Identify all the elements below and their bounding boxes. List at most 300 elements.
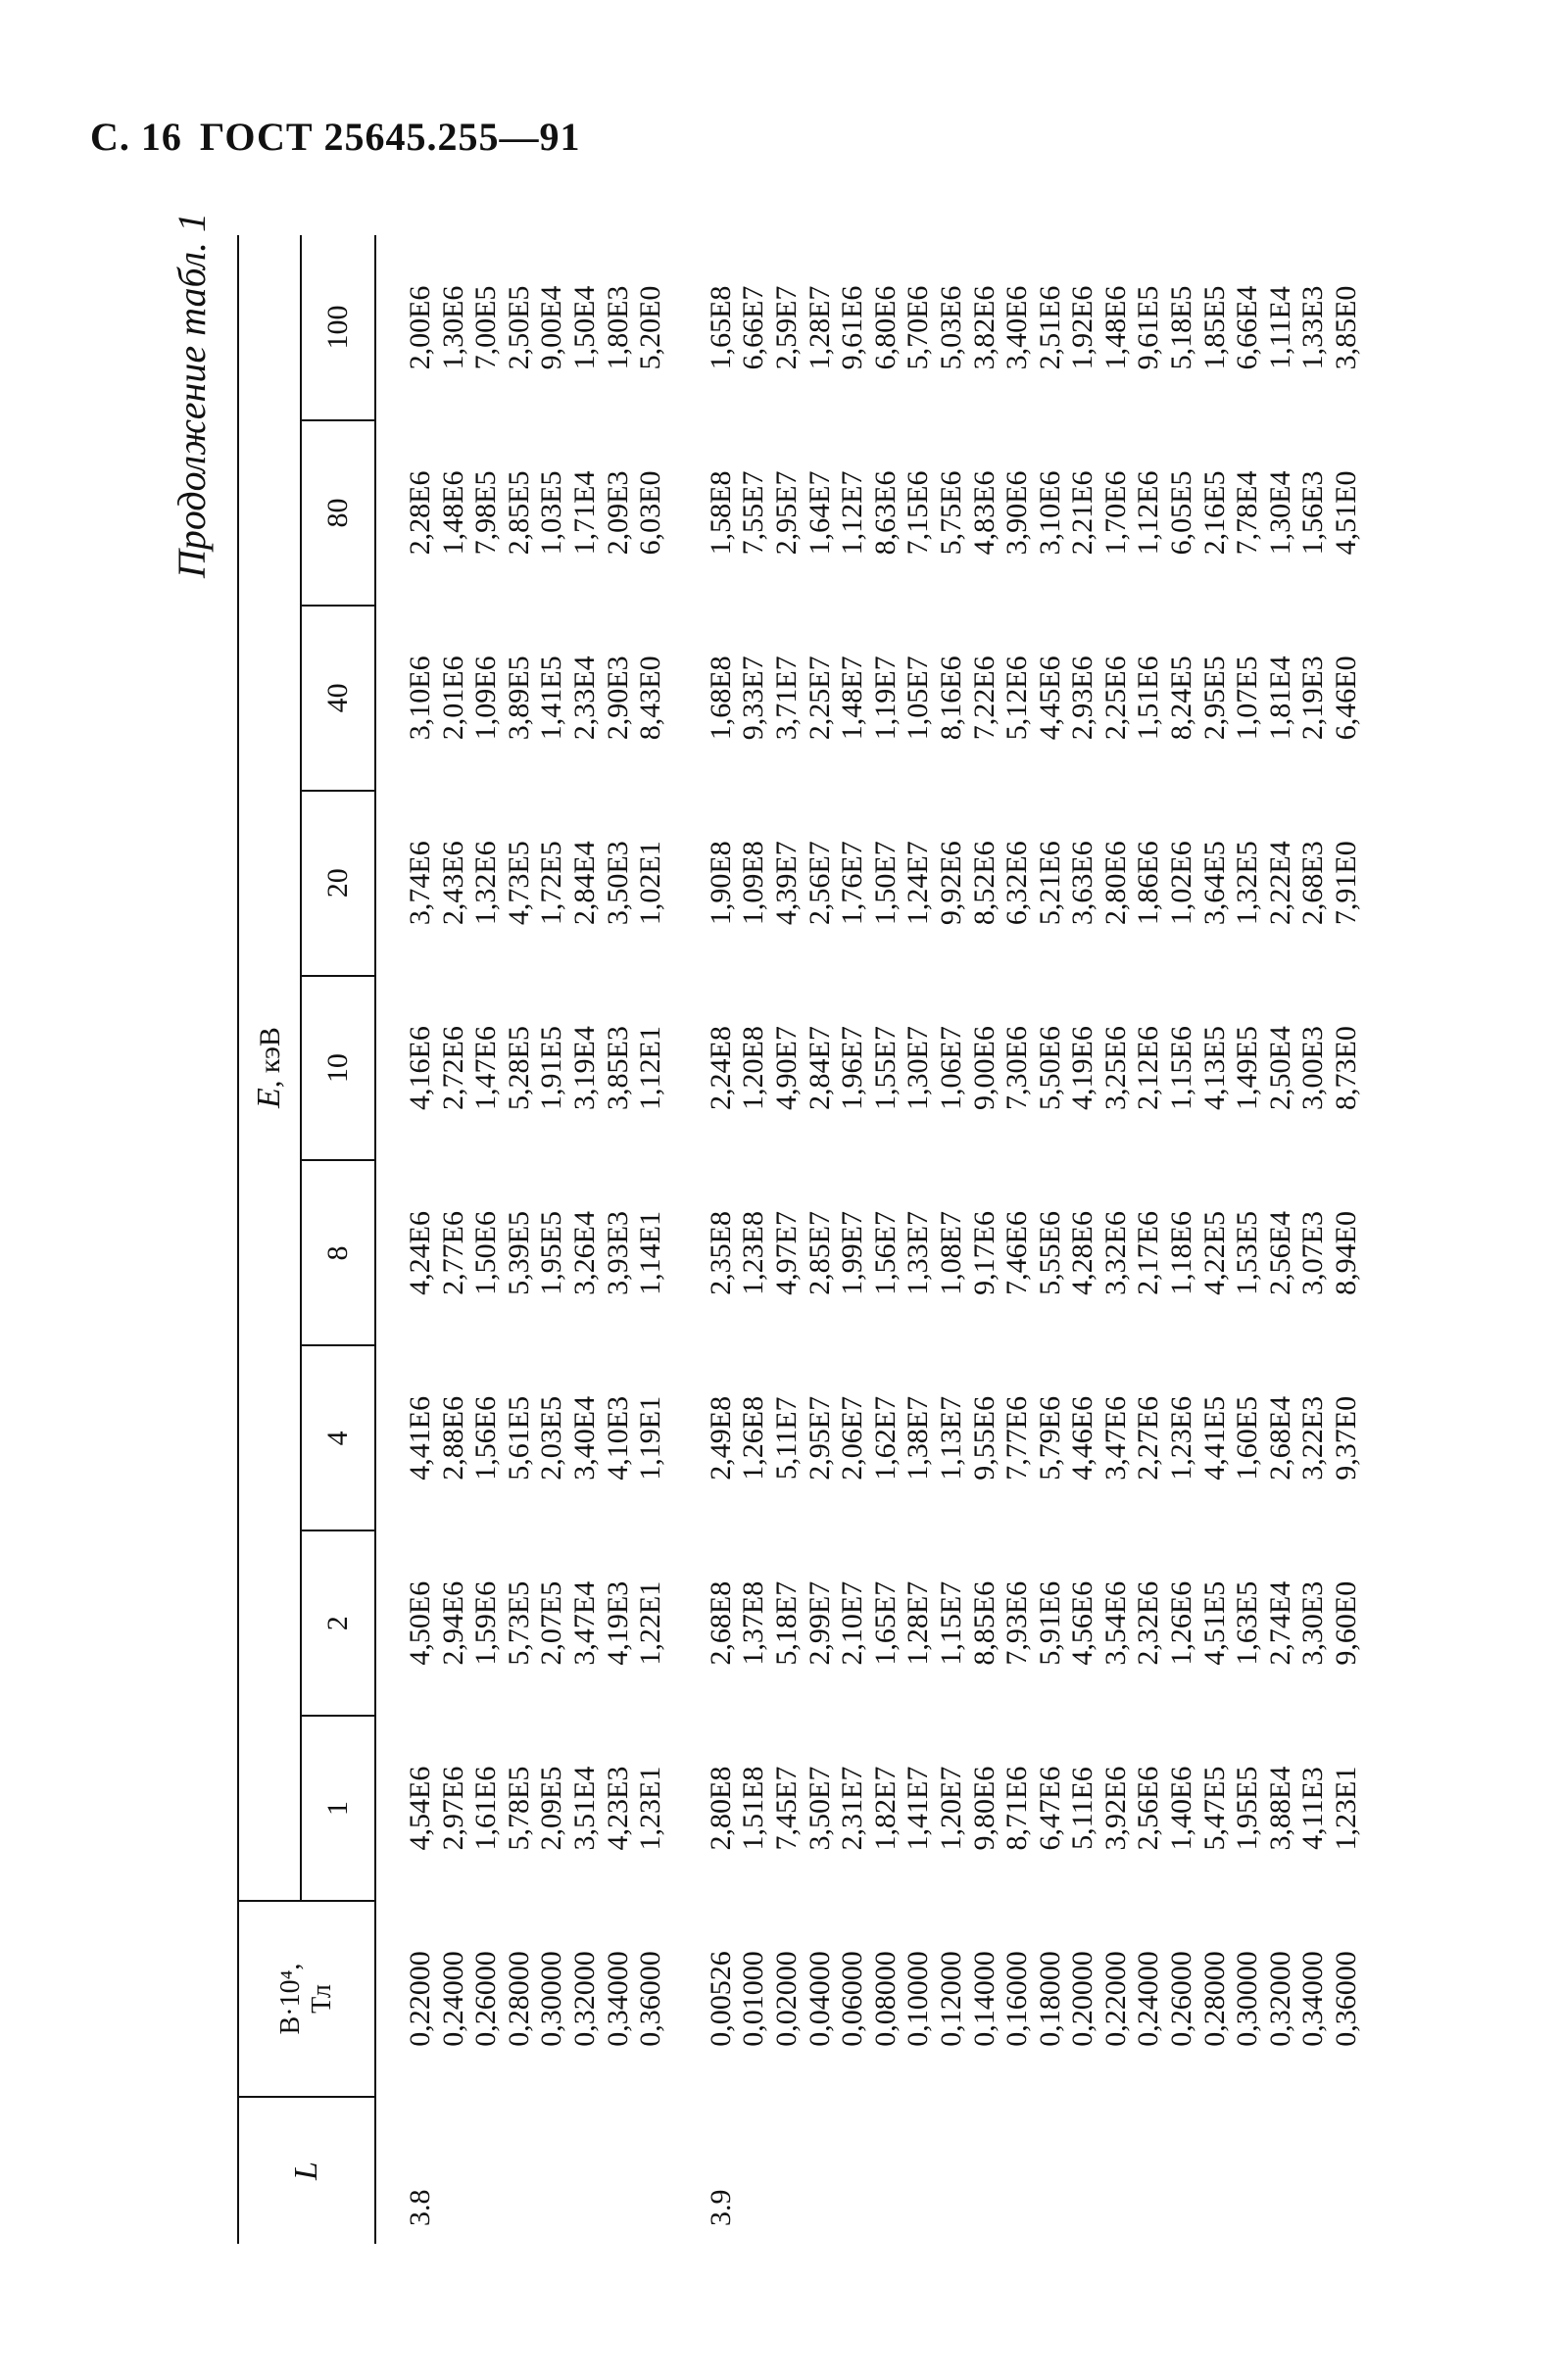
flux-value: 2,77E6 <box>436 1211 469 1295</box>
flux-value: 8,71E6 <box>1000 1766 1034 1851</box>
flux-value: 4,24E6 <box>404 1211 436 1295</box>
flux-value: 1,33E7 <box>902 1211 935 1295</box>
flux-value: 1,50E7 <box>868 841 902 926</box>
flux-value: 3,32E6 <box>1098 1211 1132 1295</box>
flux-value: 4,54E6 <box>404 1766 436 1851</box>
flux-value: 1,12E1 <box>634 1026 667 1110</box>
flux-value: 1,81E4 <box>1263 656 1296 741</box>
flux-value: 6,66E7 <box>737 285 770 370</box>
B-value: 0,30000 <box>1231 1951 1264 2047</box>
flux-value: 8,24E5 <box>1165 656 1198 741</box>
flux-value: 5,11E7 <box>769 1396 803 1481</box>
flux-value: 4,28E6 <box>1066 1211 1099 1295</box>
flux-value: 1,32E6 <box>469 841 503 926</box>
flux-value: 2,01E6 <box>436 656 469 741</box>
B-values <box>677 1901 1373 2097</box>
flux-value: 1,61E6 <box>469 1766 503 1851</box>
flux-value: 1,68E8 <box>704 656 737 741</box>
flux-value: 3,54E6 <box>1098 1580 1132 1666</box>
flux-value: 1,82E7 <box>868 1766 902 1851</box>
flux-value: 1,14E1 <box>634 1211 667 1295</box>
flux-value: 3,47E4 <box>567 1580 601 1666</box>
flux-value: 4,51E5 <box>1197 1580 1231 1666</box>
flux-value: 1,96E7 <box>836 1026 869 1110</box>
B-values <box>375 1901 677 2097</box>
flux-values-column <box>677 1161 1373 1346</box>
flux-values-column <box>677 1530 1373 1716</box>
flux-value: 1,76E7 <box>836 841 869 926</box>
B-value: 0,02000 <box>769 1951 803 2047</box>
flux-value: 3,82E6 <box>967 285 1000 370</box>
B-value: 0,06000 <box>836 1951 869 2047</box>
flux-value: 1,47E6 <box>469 1026 503 1110</box>
flux-value: 6,80E6 <box>868 285 902 370</box>
flux-values-column <box>677 420 1373 606</box>
B-value: 0,24000 <box>1132 1951 1165 2047</box>
flux-value: 3,88E4 <box>1263 1766 1296 1851</box>
flux-value: 2,68E8 <box>704 1580 737 1666</box>
flux-value: 1,85E5 <box>1197 285 1231 370</box>
B-value: 0,18000 <box>1033 1951 1066 2047</box>
flux-value: 1,18E6 <box>1165 1211 1198 1295</box>
B-value: 0,10000 <box>902 1951 935 2047</box>
flux-values-column <box>375 1345 677 1530</box>
flux-value: 2,24E8 <box>704 1026 737 1110</box>
col-header-B-label: B·10⁴, <box>275 1963 306 2035</box>
flux-value: 3,74E6 <box>404 841 436 926</box>
flux-value: 1,30E6 <box>436 285 469 370</box>
flux-value: 1,02E1 <box>634 841 667 926</box>
flux-values-column <box>677 1345 1373 1530</box>
flux-value: 2,50E5 <box>502 285 535 370</box>
flux-value: 2,33E4 <box>567 656 601 741</box>
flux-value: 3,30E3 <box>1296 1580 1330 1666</box>
flux-value: 1,72E5 <box>535 841 568 926</box>
B-value: 0,28000 <box>1197 1951 1231 2047</box>
flux-value: 1,19E7 <box>868 656 902 741</box>
flux-value: 2,50E4 <box>1263 1026 1296 1110</box>
flux-value: 1,03E5 <box>535 470 568 556</box>
flux-value: 5,39E5 <box>502 1211 535 1295</box>
flux-value: 3,51E4 <box>567 1766 601 1851</box>
flux-value: 3,71E7 <box>769 656 803 741</box>
flux-value: 9,55E6 <box>967 1395 1000 1481</box>
flux-value: 1,37E8 <box>737 1580 770 1666</box>
B-value: 0,08000 <box>868 1951 902 2047</box>
flux-value: 2,84E4 <box>567 841 601 926</box>
flux-value: 3,25E6 <box>1098 1026 1132 1110</box>
flux-value: 1,13E7 <box>934 1395 967 1481</box>
flux-values-column <box>375 791 677 976</box>
energy-symbol: E <box>250 1088 287 1108</box>
flux-values-column <box>375 235 677 420</box>
flux-value: 1,95E5 <box>1231 1766 1264 1851</box>
B-value: 0,24000 <box>436 1951 469 2047</box>
energy-header-1: 2 <box>301 1530 375 1716</box>
flux-value: 2,25E6 <box>1098 656 1132 741</box>
flux-values-column <box>677 1716 1373 1901</box>
flux-value: 7,00E5 <box>469 285 503 370</box>
flux-value: 9,00E6 <box>967 1026 1000 1110</box>
B-value: 0,36000 <box>1330 1951 1363 2047</box>
flux-value: 1,12E7 <box>836 470 869 556</box>
flux-value: 6,32E6 <box>1000 841 1034 926</box>
flux-value: 4,51E0 <box>1330 470 1363 556</box>
flux-value: 2,03E5 <box>535 1395 568 1481</box>
flux-value: 8,85E6 <box>967 1580 1000 1666</box>
flux-value: 9,37E0 <box>1330 1395 1363 1481</box>
page-number: С. 16 <box>90 115 182 159</box>
energy-header-4: 10 <box>301 976 375 1161</box>
L-value: 3.8 <box>404 2189 436 2226</box>
flux-value: 1,28E7 <box>803 285 836 370</box>
flux-value: 3,00E3 <box>1296 1026 1330 1110</box>
flux-value: 1,15E7 <box>934 1580 967 1666</box>
flux-value: 1,50E6 <box>469 1211 503 1295</box>
flux-value: 2,28E6 <box>404 470 436 556</box>
flux-value: 2,93E6 <box>1066 656 1099 741</box>
flux-value: 4,83E6 <box>967 470 1000 556</box>
flux-value: 1,62E7 <box>868 1395 902 1481</box>
flux-value: 1,41E7 <box>902 1766 935 1851</box>
flux-value: 1,12E6 <box>1132 470 1165 556</box>
flux-value: 5,50E6 <box>1033 1026 1066 1110</box>
flux-values-column <box>677 976 1373 1161</box>
flux-value: 1,30E4 <box>1263 470 1296 556</box>
B-value: 0,20000 <box>1066 1951 1099 2047</box>
flux-value: 5,79E6 <box>1033 1395 1066 1481</box>
flux-values-column <box>677 606 1373 791</box>
energy-header-6: 40 <box>301 606 375 791</box>
flux-value: 9,33E7 <box>737 656 770 741</box>
flux-value: 1,48E7 <box>836 656 869 741</box>
flux-value: 1,32E5 <box>1231 841 1264 926</box>
flux-value: 2,16E5 <box>1197 470 1231 556</box>
flux-value: 3,85E3 <box>601 1026 634 1110</box>
flux-value: 1,41E5 <box>535 656 568 741</box>
flux-value: 4,90E7 <box>769 1026 803 1110</box>
flux-value: 1,51E6 <box>1132 656 1165 741</box>
flux-value: 1,51E8 <box>737 1766 770 1851</box>
flux-value: 5,20E0 <box>634 285 667 370</box>
flux-value: 2,56E7 <box>803 841 836 926</box>
flux-value: 5,91E6 <box>1033 1580 1066 1666</box>
flux-value: 2,95E7 <box>769 470 803 556</box>
flux-values-column <box>375 1530 677 1716</box>
flux-value: 2,97E6 <box>436 1766 469 1851</box>
flux-value: 4,23E3 <box>601 1766 634 1851</box>
flux-value: 4,56E6 <box>1066 1580 1099 1666</box>
flux-value: 3,89E5 <box>502 656 535 741</box>
flux-value: 1,55E7 <box>868 1026 902 1110</box>
flux-value: 4,41E6 <box>404 1395 436 1481</box>
col-header-B <box>238 1901 375 2097</box>
flux-value: 9,80E6 <box>967 1766 1000 1851</box>
flux-value: 1,63E5 <box>1231 1580 1264 1666</box>
flux-value: 9,92E6 <box>934 841 967 926</box>
B-value: 0,26000 <box>469 1951 503 2047</box>
flux-value: 1,07E5 <box>1231 656 1264 741</box>
flux-value: 1,59E6 <box>469 1580 503 1666</box>
flux-value: 2,09E3 <box>601 470 634 556</box>
flux-value: 2,84E7 <box>803 1026 836 1110</box>
flux-value: 5,18E7 <box>769 1580 803 1666</box>
B-value: 0,34000 <box>1296 1951 1330 2047</box>
flux-value: 1,15E6 <box>1165 1026 1198 1110</box>
flux-value: 7,78E4 <box>1231 470 1264 556</box>
flux-value: 1,56E6 <box>469 1395 503 1481</box>
flux-value: 2,12E6 <box>1132 1026 1165 1110</box>
flux-value: 1,48E6 <box>1098 285 1132 370</box>
flux-value: 2,94E6 <box>436 1580 469 1666</box>
flux-value: 1,23E8 <box>737 1211 770 1295</box>
data-table <box>237 235 1373 2244</box>
flux-value: 1,91E5 <box>535 1026 568 1110</box>
flux-value: 1,58E8 <box>704 470 737 556</box>
flux-value: 8,73E0 <box>1330 1026 1363 1110</box>
flux-value: 3,40E4 <box>567 1395 601 1481</box>
flux-value: 1,24E7 <box>902 841 935 926</box>
flux-value: 2,06E7 <box>836 1395 869 1481</box>
flux-value: 1,20E8 <box>737 1026 770 1110</box>
flux-value: 4,39E7 <box>769 841 803 926</box>
energy-header-0: 1 <box>301 1716 375 1901</box>
flux-value: 3,10E6 <box>1033 470 1066 556</box>
table-row-group <box>677 235 1373 2244</box>
flux-value: 9,61E6 <box>836 285 869 370</box>
flux-value: 1,95E5 <box>535 1211 568 1295</box>
B-value: 0,26000 <box>1165 1951 1198 2047</box>
flux-value: 3,64E5 <box>1197 841 1231 926</box>
flux-value: 1,23E1 <box>1330 1766 1363 1851</box>
flux-value: 7,45E7 <box>769 1766 803 1851</box>
flux-value: 5,47E5 <box>1197 1766 1231 1851</box>
B-value: 0,36000 <box>634 1951 667 2047</box>
flux-value: 4,46E6 <box>1066 1395 1099 1481</box>
flux-value: 2,35E8 <box>704 1211 737 1295</box>
flux-value: 7,55E7 <box>737 470 770 556</box>
flux-value: 1,08E7 <box>934 1211 967 1295</box>
flux-value: 3,26E4 <box>567 1211 601 1295</box>
table-row-group <box>375 235 677 2244</box>
flux-value: 8,52E6 <box>967 841 1000 926</box>
B-value: 0,04000 <box>803 1951 836 2047</box>
flux-value: 1,26E8 <box>737 1395 770 1481</box>
col-header-energy <box>238 235 301 1901</box>
flux-value: 1,19E1 <box>634 1395 667 1481</box>
flux-values-column <box>375 420 677 606</box>
B-value: 0,30000 <box>535 1951 568 2047</box>
flux-value: 2,80E6 <box>1098 841 1132 926</box>
table-continued-label: Продолжение табл. 1 <box>170 212 214 578</box>
flux-value: 1,06E7 <box>934 1026 967 1110</box>
flux-value: 5,03E6 <box>934 285 967 370</box>
B-value: 0,34000 <box>601 1951 634 2047</box>
flux-value: 2,27E6 <box>1132 1395 1165 1481</box>
flux-value: 2,25E7 <box>803 656 836 741</box>
flux-value: 1,09E6 <box>469 656 503 741</box>
B-value: 0,22000 <box>404 1951 436 2047</box>
flux-value: 9,60E0 <box>1330 1580 1363 1666</box>
flux-value: 1,70E6 <box>1098 470 1132 556</box>
flux-value: 2,51E6 <box>1033 285 1066 370</box>
flux-value: 1,33E3 <box>1296 285 1330 370</box>
flux-value: 1,26E6 <box>1165 1580 1198 1666</box>
flux-value: 1,56E7 <box>868 1211 902 1295</box>
flux-value: 1,11E4 <box>1263 286 1296 369</box>
energy-header-5: 20 <box>301 791 375 976</box>
flux-value: 1,90E8 <box>704 841 737 926</box>
flux-value: 3,19E4 <box>567 1026 601 1110</box>
B-value: 0,16000 <box>1000 1951 1034 2047</box>
B-value: 0,22000 <box>1098 1951 1132 2047</box>
flux-values-column <box>375 1716 677 1901</box>
flux-value: 1,86E6 <box>1132 841 1165 926</box>
flux-values-column <box>375 606 677 791</box>
flux-value: 4,10E3 <box>601 1395 634 1481</box>
flux-value: 9,61E5 <box>1132 285 1165 370</box>
B-value: 0,01000 <box>737 1951 770 2047</box>
flux-value: 1,50E4 <box>567 285 601 370</box>
B-value: 0,32000 <box>1263 1951 1296 2047</box>
flux-value: 6,05E5 <box>1165 470 1198 556</box>
flux-value: 7,22E6 <box>967 656 1000 741</box>
flux-value: 1,53E5 <box>1231 1211 1264 1295</box>
flux-value: 4,19E3 <box>601 1580 634 1666</box>
flux-value: 9,17E6 <box>967 1211 1000 1295</box>
flux-value: 4,13E5 <box>1197 1026 1231 1110</box>
flux-value: 3,85E0 <box>1330 285 1363 370</box>
flux-value: 7,30E6 <box>1000 1026 1034 1110</box>
L-value: 3.9 <box>704 2189 737 2226</box>
flux-value: 2,80E8 <box>704 1766 737 1851</box>
flux-value: 9,00E4 <box>535 285 568 370</box>
flux-value: 4,73E5 <box>502 841 535 926</box>
flux-value: 4,19E6 <box>1066 1026 1099 1110</box>
flux-value: 2,68E3 <box>1296 841 1330 926</box>
flux-value: 8,43E0 <box>634 656 667 741</box>
B-value: 0,28000 <box>502 1951 535 2047</box>
flux-value: 2,56E4 <box>1263 1211 1296 1295</box>
flux-value: 8,16E6 <box>934 656 967 741</box>
flux-value: 2,07E5 <box>535 1580 568 1666</box>
rotated-table-region <box>169 212 1491 2244</box>
flux-value: 2,21E6 <box>1066 470 1099 556</box>
flux-value: 1,05E7 <box>902 656 935 741</box>
flux-value: 1,22E1 <box>634 1580 667 1666</box>
flux-values-column <box>677 235 1373 420</box>
flux-value: 8,94E0 <box>1330 1211 1363 1295</box>
flux-value: 3,93E3 <box>601 1211 634 1295</box>
flux-value: 4,41E5 <box>1197 1395 1231 1481</box>
flux-value: 1,65E8 <box>704 285 737 370</box>
flux-value: 1,60E5 <box>1231 1395 1264 1481</box>
flux-value: 1,92E6 <box>1066 285 1099 370</box>
flux-value: 1,28E7 <box>902 1580 935 1666</box>
flux-value: 2,95E7 <box>803 1395 836 1481</box>
energy-header-2: 4 <box>301 1345 375 1530</box>
flux-value: 1,38E7 <box>902 1395 935 1481</box>
flux-value: 3,50E3 <box>601 841 634 926</box>
table-header-row <box>238 235 301 2244</box>
flux-value: 1,80E3 <box>601 285 634 370</box>
flux-value: 1,49E5 <box>1231 1026 1264 1110</box>
flux-value: 5,55E6 <box>1033 1211 1066 1295</box>
flux-value: 3,90E6 <box>1000 470 1034 556</box>
flux-value: 1,23E1 <box>634 1766 667 1851</box>
flux-value: 5,61E5 <box>502 1395 535 1481</box>
flux-value: 2,19E3 <box>1296 656 1330 741</box>
energy-unit: , кэВ <box>253 1027 286 1089</box>
flux-value: 2,10E7 <box>836 1580 869 1666</box>
flux-value: 2,31E7 <box>836 1766 869 1851</box>
flux-value: 1,02E6 <box>1165 841 1198 926</box>
flux-value: 7,77E6 <box>1000 1395 1034 1481</box>
flux-value: 5,70E6 <box>902 285 935 370</box>
flux-value: 5,73E5 <box>502 1580 535 1666</box>
flux-value: 1,20E7 <box>934 1766 967 1851</box>
flux-value: 3,50E7 <box>803 1766 836 1851</box>
flux-value: 3,40E6 <box>1000 285 1034 370</box>
B-value: 0,12000 <box>934 1951 967 2047</box>
flux-value: 7,93E6 <box>1000 1580 1034 1666</box>
flux-value: 1,30E7 <box>902 1026 935 1110</box>
flux-value: 2,85E7 <box>803 1211 836 1295</box>
flux-value: 2,95E5 <box>1197 656 1231 741</box>
flux-value: 7,91E0 <box>1330 841 1363 926</box>
flux-value: 7,98E5 <box>469 470 503 556</box>
flux-value: 1,09E8 <box>737 841 770 926</box>
flux-value: 4,45E6 <box>1033 656 1066 741</box>
flux-value: 2,88E6 <box>436 1395 469 1481</box>
flux-value: 5,28E5 <box>502 1026 535 1110</box>
flux-value: 4,22E5 <box>1197 1211 1231 1295</box>
B-value: 0,00526 <box>704 1951 737 2047</box>
col-header-L: L <box>238 2097 375 2244</box>
flux-value: 1,99E7 <box>836 1211 869 1295</box>
flux-value: 8,63E6 <box>868 470 902 556</box>
flux-values-column <box>375 1161 677 1346</box>
flux-value: 3,92E6 <box>1098 1766 1132 1851</box>
flux-value: 3,22E3 <box>1296 1395 1330 1481</box>
flux-value: 5,11E6 <box>1066 1767 1099 1850</box>
energy-header-8: 100 <box>301 235 375 420</box>
flux-value: 2,17E6 <box>1132 1211 1165 1295</box>
flux-value: 1,64E7 <box>803 470 836 556</box>
B-value: 0,14000 <box>967 1951 1000 2047</box>
B-value: 0,32000 <box>567 1951 601 2047</box>
flux-value: 2,72E6 <box>436 1026 469 1110</box>
flux-value: 2,90E3 <box>601 656 634 741</box>
standard-number: ГОСТ 25645.255—91 <box>199 115 581 159</box>
flux-value: 2,74E4 <box>1263 1580 1296 1666</box>
flux-value: 7,46E6 <box>1000 1211 1034 1295</box>
flux-value: 5,18E5 <box>1165 285 1198 370</box>
flux-value: 2,85E5 <box>502 470 535 556</box>
flux-value: 1,56E3 <box>1296 470 1330 556</box>
flux-value: 2,22E4 <box>1263 841 1296 926</box>
flux-value: 3,07E3 <box>1296 1211 1330 1295</box>
flux-value: 3,10E6 <box>404 656 436 741</box>
flux-value: 4,16E6 <box>404 1026 436 1110</box>
flux-value: 2,56E6 <box>1132 1766 1165 1851</box>
flux-value: 2,59E7 <box>769 285 803 370</box>
flux-value: 4,97E7 <box>769 1211 803 1295</box>
flux-value: 2,68E4 <box>1263 1395 1296 1481</box>
flux-value: 2,09E5 <box>535 1766 568 1851</box>
flux-value: 2,00E6 <box>404 285 436 370</box>
flux-value: 3,63E6 <box>1066 841 1099 926</box>
